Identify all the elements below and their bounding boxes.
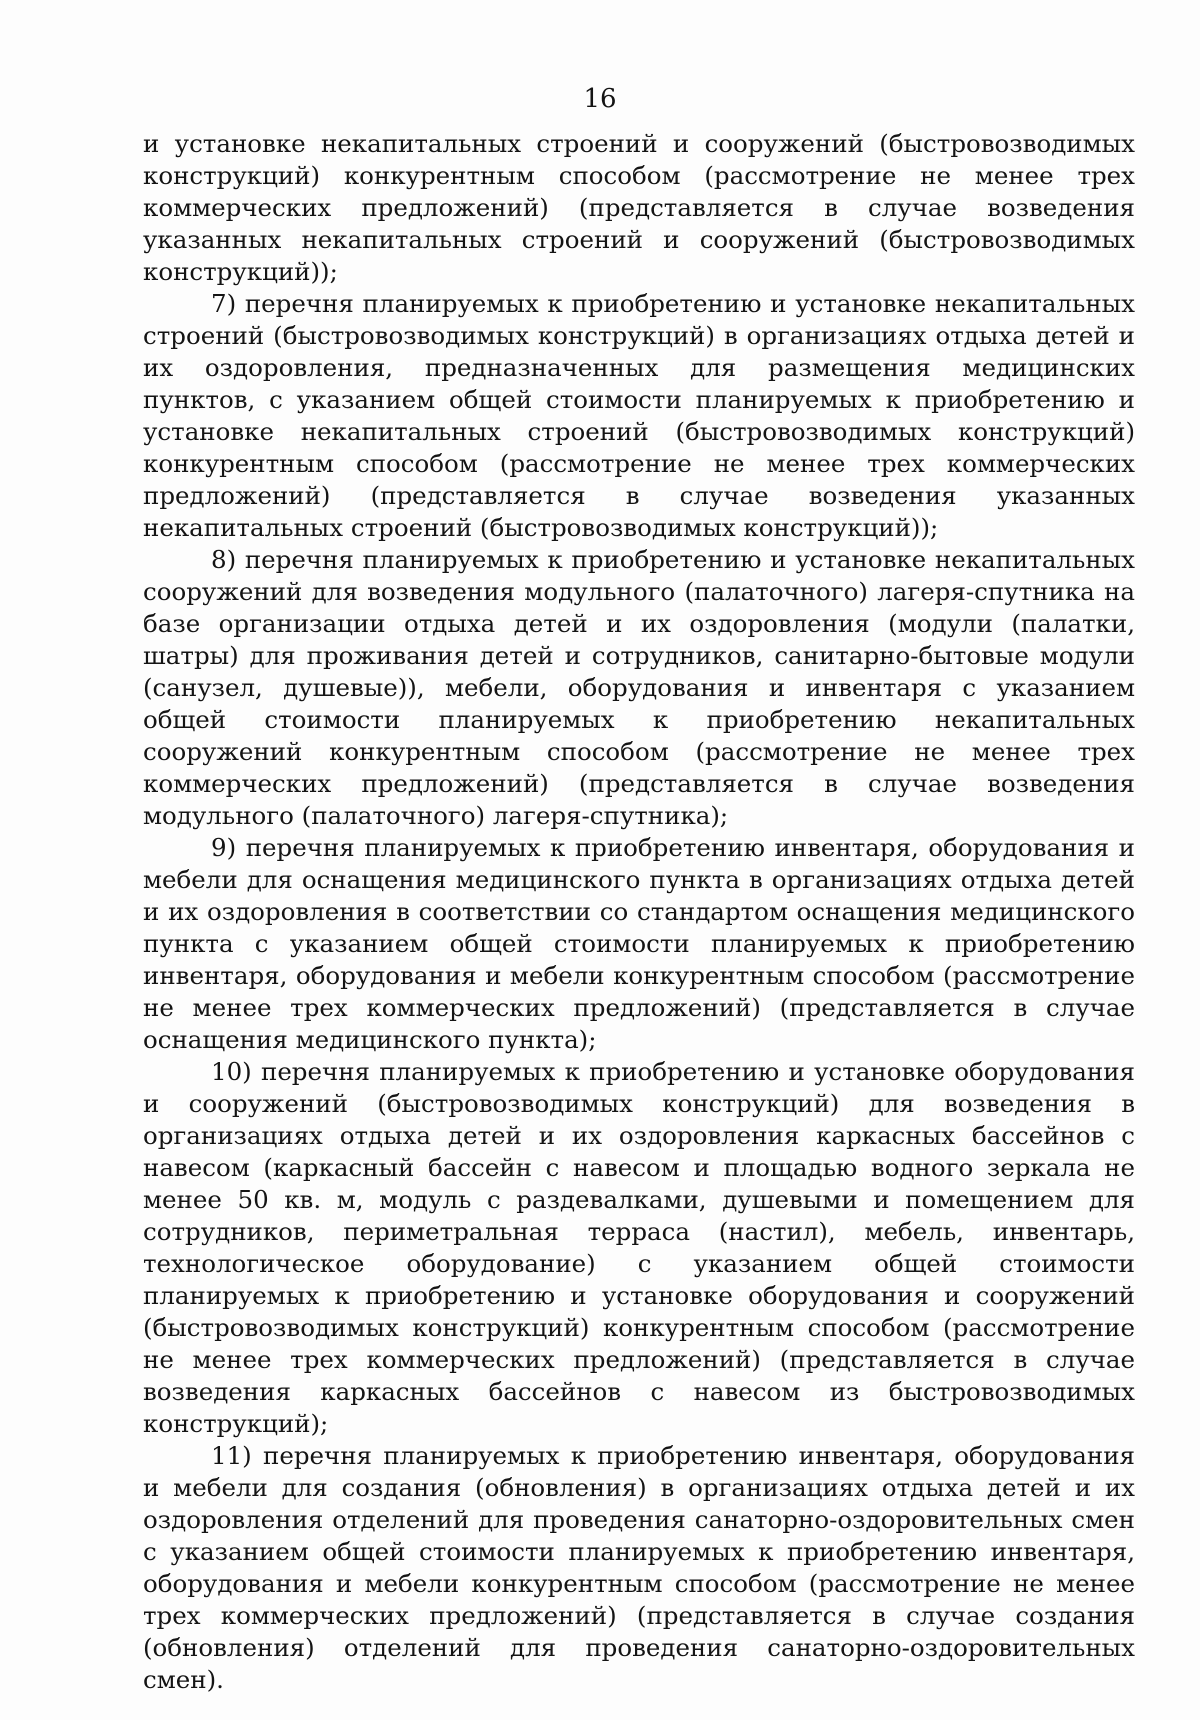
paragraph-continuation: и установке некапитальных строений и сооружений (быстровозводимых конструкций) конкурентным способом (рассмотрение не менее трех коммерческих предложений) (представляется в случае возведения указанных некапитальных строений и сооружений (быстровозводимых конструкций)); — [143, 129, 1135, 286]
paragraph-item-10: 10) перечня планируемых к приобретению и установке оборудования и сооружений (быстровозводимых конструкций) для возведения в организациях отдыха детей и их оздоровления каркасных бассейнов с навесом (каркасный бассейн с навесом и площадью водного зеркала не менее 50 кв. м, модуль с раздевалками, душевыми и помещением для сотрудников, периметральная терраса (настил), мебель, инвентарь, технологическое оборудование) с указанием общей стоимости планируемых к приобретению и установке оборудования и сооружений (быстровозводимых конструкций) конкурентным способом (рассмотрение не менее трех коммерческих предложений) (представляется в случае возведения каркасных бассейнов с навесом из быстровозводимых конструкций); — [143, 1057, 1135, 1438]
paragraph-item-7: 7) перечня планируемых к приобретению и установке некапитальных строений (быстровозводимых конструкций) в организациях отдыха детей и их оздоровления, предназначенных для размещения медицинских пунктов, с указанием общей стоимости планируемых к приобретению и установке некапитальных строений (быстровозводимых конструкций) конкурентным способом (рассмотрение не менее трех коммерческих предложений) (представляется в случае возведения указанных некапитальных строений (быстровозводимых конструкций)); — [143, 289, 1135, 542]
page-number: 16 — [583, 84, 617, 114]
paragraph-item-11: 11) перечня планируемых к приобретению инвентаря, оборудования и мебели для создания (обновления) в организациях отдыха детей и их оздоровления отделений для проведения санаторно-оздоровительных смен с указанием общей стоимости планируемых к приобретению инвентаря, оборудования и мебели конкурентным способом (рассмотрение не менее трех коммерческих предложений) (представляется в случае создания (обновления) отделений для проведения санаторно-оздоровительных смен). — [143, 1441, 1135, 1694]
paragraph-item-8: 8) перечня планируемых к приобретению и установке некапитальных сооружений для возведения модульного (палаточного) лагеря-спутника на базе организации отдыха детей и их оздоровления (модули (палатки, шатры) для проживания детей и сотрудников, санитарно-бытовые модули (санузел, душевые)), мебели, оборудования и инвентаря с указанием общей стоимости планируемых к приобретению некапитальных сооружений конкурентным способом (рассмотрение не менее трех коммерческих предложений) (представляется в случае возведения модульного (палаточного) лагеря-спутника); — [143, 545, 1135, 830]
paragraph-item-9: 9) перечня планируемых к приобретению инвентаря, оборудования и мебели для оснащения медицинского пункта в организациях отдыха детей и их оздоровления в соответствии со стандартом оснащения медицинского пункта с указанием общей стоимости планируемых к приобретению инвентаря, оборудования и мебели конкурентным способом (рассмотрение не менее трех коммерческих предложений) (представляется в случае оснащения медицинского пункта); — [143, 833, 1135, 1054]
document-body — [143, 128, 1135, 1696]
